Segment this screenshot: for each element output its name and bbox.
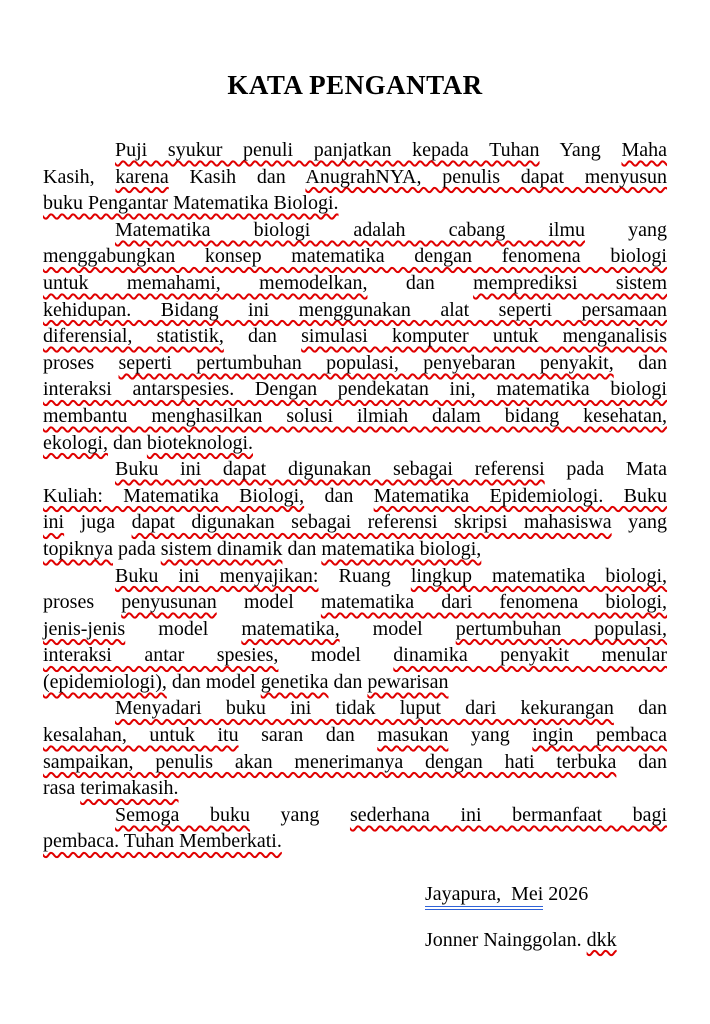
paragraph: [43, 137, 667, 217]
text-line[interactable]: jenis-jenis model matematika, model pertumbuhan populasi,: [43, 617, 668, 640]
spellcheck-red-underline[interactable]: simulasi komputer untuk menganalisis: [301, 325, 668, 348]
spellcheck-red-underline[interactable]: memprediksi sistem: [473, 271, 667, 294]
signature-date-line[interactable]: Jayapura, Mei 2026: [425, 881, 667, 908]
spellcheck-red-underline[interactable]: diferensial, statistik,: [43, 325, 224, 348]
spellcheck-red-underline[interactable]: kesalahan, untuk itu: [43, 724, 239, 747]
paragraph: [43, 802, 667, 855]
text-line[interactable]: Menyadari buku ini tidak luput dari kekurangan dan: [115, 697, 668, 720]
spellcheck-red-underline[interactable]: genetika: [260, 670, 329, 693]
spellcheck-red-underline[interactable]: pewarisan: [367, 670, 449, 693]
text-line[interactable]: Puji syukur penuli panjatkan kepada Tuhan Yang Maha: [115, 139, 668, 161]
text-line[interactable]: (epidemiologi), dan model genetika dan pewarisan: [43, 670, 449, 693]
text-line[interactable]: ini juga dapat digunakan sebagai referensi skripsi mahasiswa yang: [43, 511, 668, 534]
spellcheck-red-underline[interactable]: jenis-jenis: [43, 617, 126, 640]
text-line[interactable]: Matematika biologi adalah cabang ilmu yang: [115, 218, 667, 241]
spellcheck-red-underline[interactable]: sederhana ini bermanfaat bagi: [349, 803, 668, 826]
spellcheck-red-underline[interactable]: untuk memahami, memodelkan,: [43, 271, 368, 294]
grammar-blue-underline[interactable]: Jayapura, Mei: [425, 883, 543, 910]
signature-author-line[interactable]: Jonner Nainggolan. dkk: [425, 928, 617, 951]
spellcheck-red-underline[interactable]: dapat digunakan sebagai referensi skripsi mahasiswa: [131, 511, 612, 534]
paragraph: [43, 563, 667, 696]
spellcheck-red-underline[interactable]: dkk: [586, 928, 617, 951]
spellcheck-red-underline[interactable]: seperti pertumbuhan populasi, penyebaran penyakit,: [118, 351, 614, 374]
spellcheck-red-underline[interactable]: interaksi antarspesies. Dengan pendekatan ini, matematika biologi: [43, 378, 667, 401]
text-line[interactable]: [43, 297, 667, 324]
spellcheck-red-underline[interactable]: AnugrahNYA, penulis dapat menyusun: [305, 165, 668, 188]
paragraph: [43, 456, 667, 562]
spellcheck-red-underline[interactable]: interaksi antar spesies,: [43, 644, 279, 667]
spellcheck-red-underline[interactable]: Menyadari buku ini tidak luput dari kekurangan: [115, 697, 614, 720]
spellcheck-red-underline[interactable]: Kuliah: Matematika Biologi,: [43, 484, 305, 507]
text-line[interactable]: [43, 403, 667, 430]
text-line[interactable]: sampaikan, penulis akan menerimanya dengan hati terbuka dan: [43, 750, 668, 773]
spellcheck-red-underline[interactable]: karena: [115, 165, 169, 188]
text-line[interactable]: [43, 828, 667, 855]
text-line[interactable]: Buku ini dapat digunakan sebagai referensi pada Mata: [115, 458, 667, 481]
signature-block: [425, 881, 667, 953]
spellcheck-red-underline[interactable]: ekologi,: [43, 431, 108, 454]
spellcheck-red-underline[interactable]: lingkup matematika biologi,: [410, 564, 668, 587]
text-line[interactable]: ekologi, dan bioteknologi.: [43, 431, 253, 454]
spellcheck-red-underline[interactable]: ingin pembaca: [532, 724, 668, 747]
spellcheck-red-underline[interactable]: kehidupan. Bidang ini menggunakan alat seperti persamaan: [43, 298, 667, 321]
text-line[interactable]: topiknya pada sistem dinamik dan matematika biologi,: [43, 537, 482, 560]
paragraph: [43, 217, 667, 456]
text-line[interactable]: Semoga buku yang sederhana ini bermanfaat bagi: [115, 803, 668, 826]
text-line[interactable]: [43, 376, 667, 403]
text-line[interactable]: diferensial, statistik, dan simulasi komputer untuk menganalisis: [43, 325, 668, 348]
spellcheck-red-underline[interactable]: matematika dari fenomena biologi,: [320, 591, 668, 614]
text-line[interactable]: kesalahan, untuk itu saran dan masukan yang ingin pembaca: [43, 724, 668, 747]
text-line[interactable]: untuk memahami, memodelkan, dan memprediksi sistem: [43, 271, 667, 294]
spellcheck-red-underline[interactable]: menggabungkan konsep matematika dengan fenomena biologi: [43, 245, 667, 268]
paragraph: [43, 695, 667, 801]
spellcheck-red-underline[interactable]: pertumbuhan populasi,: [455, 617, 668, 640]
spellcheck-red-underline[interactable]: ini: [43, 511, 65, 534]
spellcheck-red-underline[interactable]: terimakasih.: [80, 777, 179, 800]
spellcheck-red-underline[interactable]: bioteknologi.: [146, 431, 253, 454]
spellcheck-red-underline[interactable]: Matematika Epidemiologi. Buku: [373, 484, 668, 507]
text-line[interactable]: proses penyusunan model matematika dari fenomena biologi,: [43, 591, 668, 614]
spellcheck-red-underline[interactable]: matematika biologi,: [321, 537, 482, 560]
text-line[interactable]: [43, 243, 667, 270]
spellcheck-red-underline[interactable]: Maha: [621, 139, 668, 161]
spellcheck-red-underline[interactable]: buku Pengantar Matematika Biologi.: [43, 192, 339, 215]
page-title: KATA PENGANTAR: [227, 70, 483, 100]
text-line[interactable]: proses seperti pertumbuhan populasi, penyebaran penyakit, dan: [43, 351, 667, 374]
spellcheck-red-underline[interactable]: topiknya: [43, 537, 113, 560]
spellcheck-red-underline[interactable]: Puji syukur penuli panjatkan kepada Tuhan: [115, 139, 540, 161]
spellcheck-red-underline[interactable]: Buku ini menyajikan:: [115, 564, 319, 587]
spellcheck-red-underline[interactable]: pembaca. Tuhan Memberkati.: [43, 830, 282, 853]
spellcheck-red-underline[interactable]: sistem dinamik: [160, 537, 283, 560]
spellcheck-red-underline[interactable]: penyusunan: [121, 591, 217, 614]
text-line[interactable]: interaksi antar spesies, model dinamika penyakit menular: [43, 644, 668, 667]
text-line[interactable]: Kasih, karena Kasih dan AnugrahNYA, penulis dapat menyusun: [43, 165, 668, 188]
spellcheck-red-underline[interactable]: membantu menghasilkan solusi ilmiah dalam bidang kesehatan,: [43, 404, 667, 427]
spellcheck-red-underline[interactable]: Matematika biologi adalah cabang ilmu: [115, 218, 586, 241]
spellcheck-red-underline[interactable]: sampaikan, penulis akan menerimanya dengan hati terbuka: [43, 750, 617, 773]
text-line[interactable]: Kuliah: Matematika Biologi, dan Matematika Epidemiologi. Buku: [43, 484, 668, 507]
text-line[interactable]: rasa terimakasih.: [43, 777, 179, 800]
document-body: [43, 137, 667, 855]
spellcheck-red-underline[interactable]: (epidemiologi),: [43, 670, 167, 693]
text-line[interactable]: Buku ini menyajikan: Ruang lingkup matematika biologi,: [115, 564, 668, 587]
spellcheck-red-underline[interactable]: masukan: [377, 724, 449, 747]
text-line[interactable]: [43, 190, 667, 217]
spellcheck-red-underline[interactable]: dinamika penyakit menular: [393, 644, 668, 667]
spellcheck-red-underline[interactable]: Buku ini dapat digunakan sebagai referensi: [115, 458, 545, 481]
spellcheck-red-underline[interactable]: matematika,: [241, 617, 340, 640]
spellcheck-red-underline[interactable]: Semoga buku: [115, 803, 250, 826]
